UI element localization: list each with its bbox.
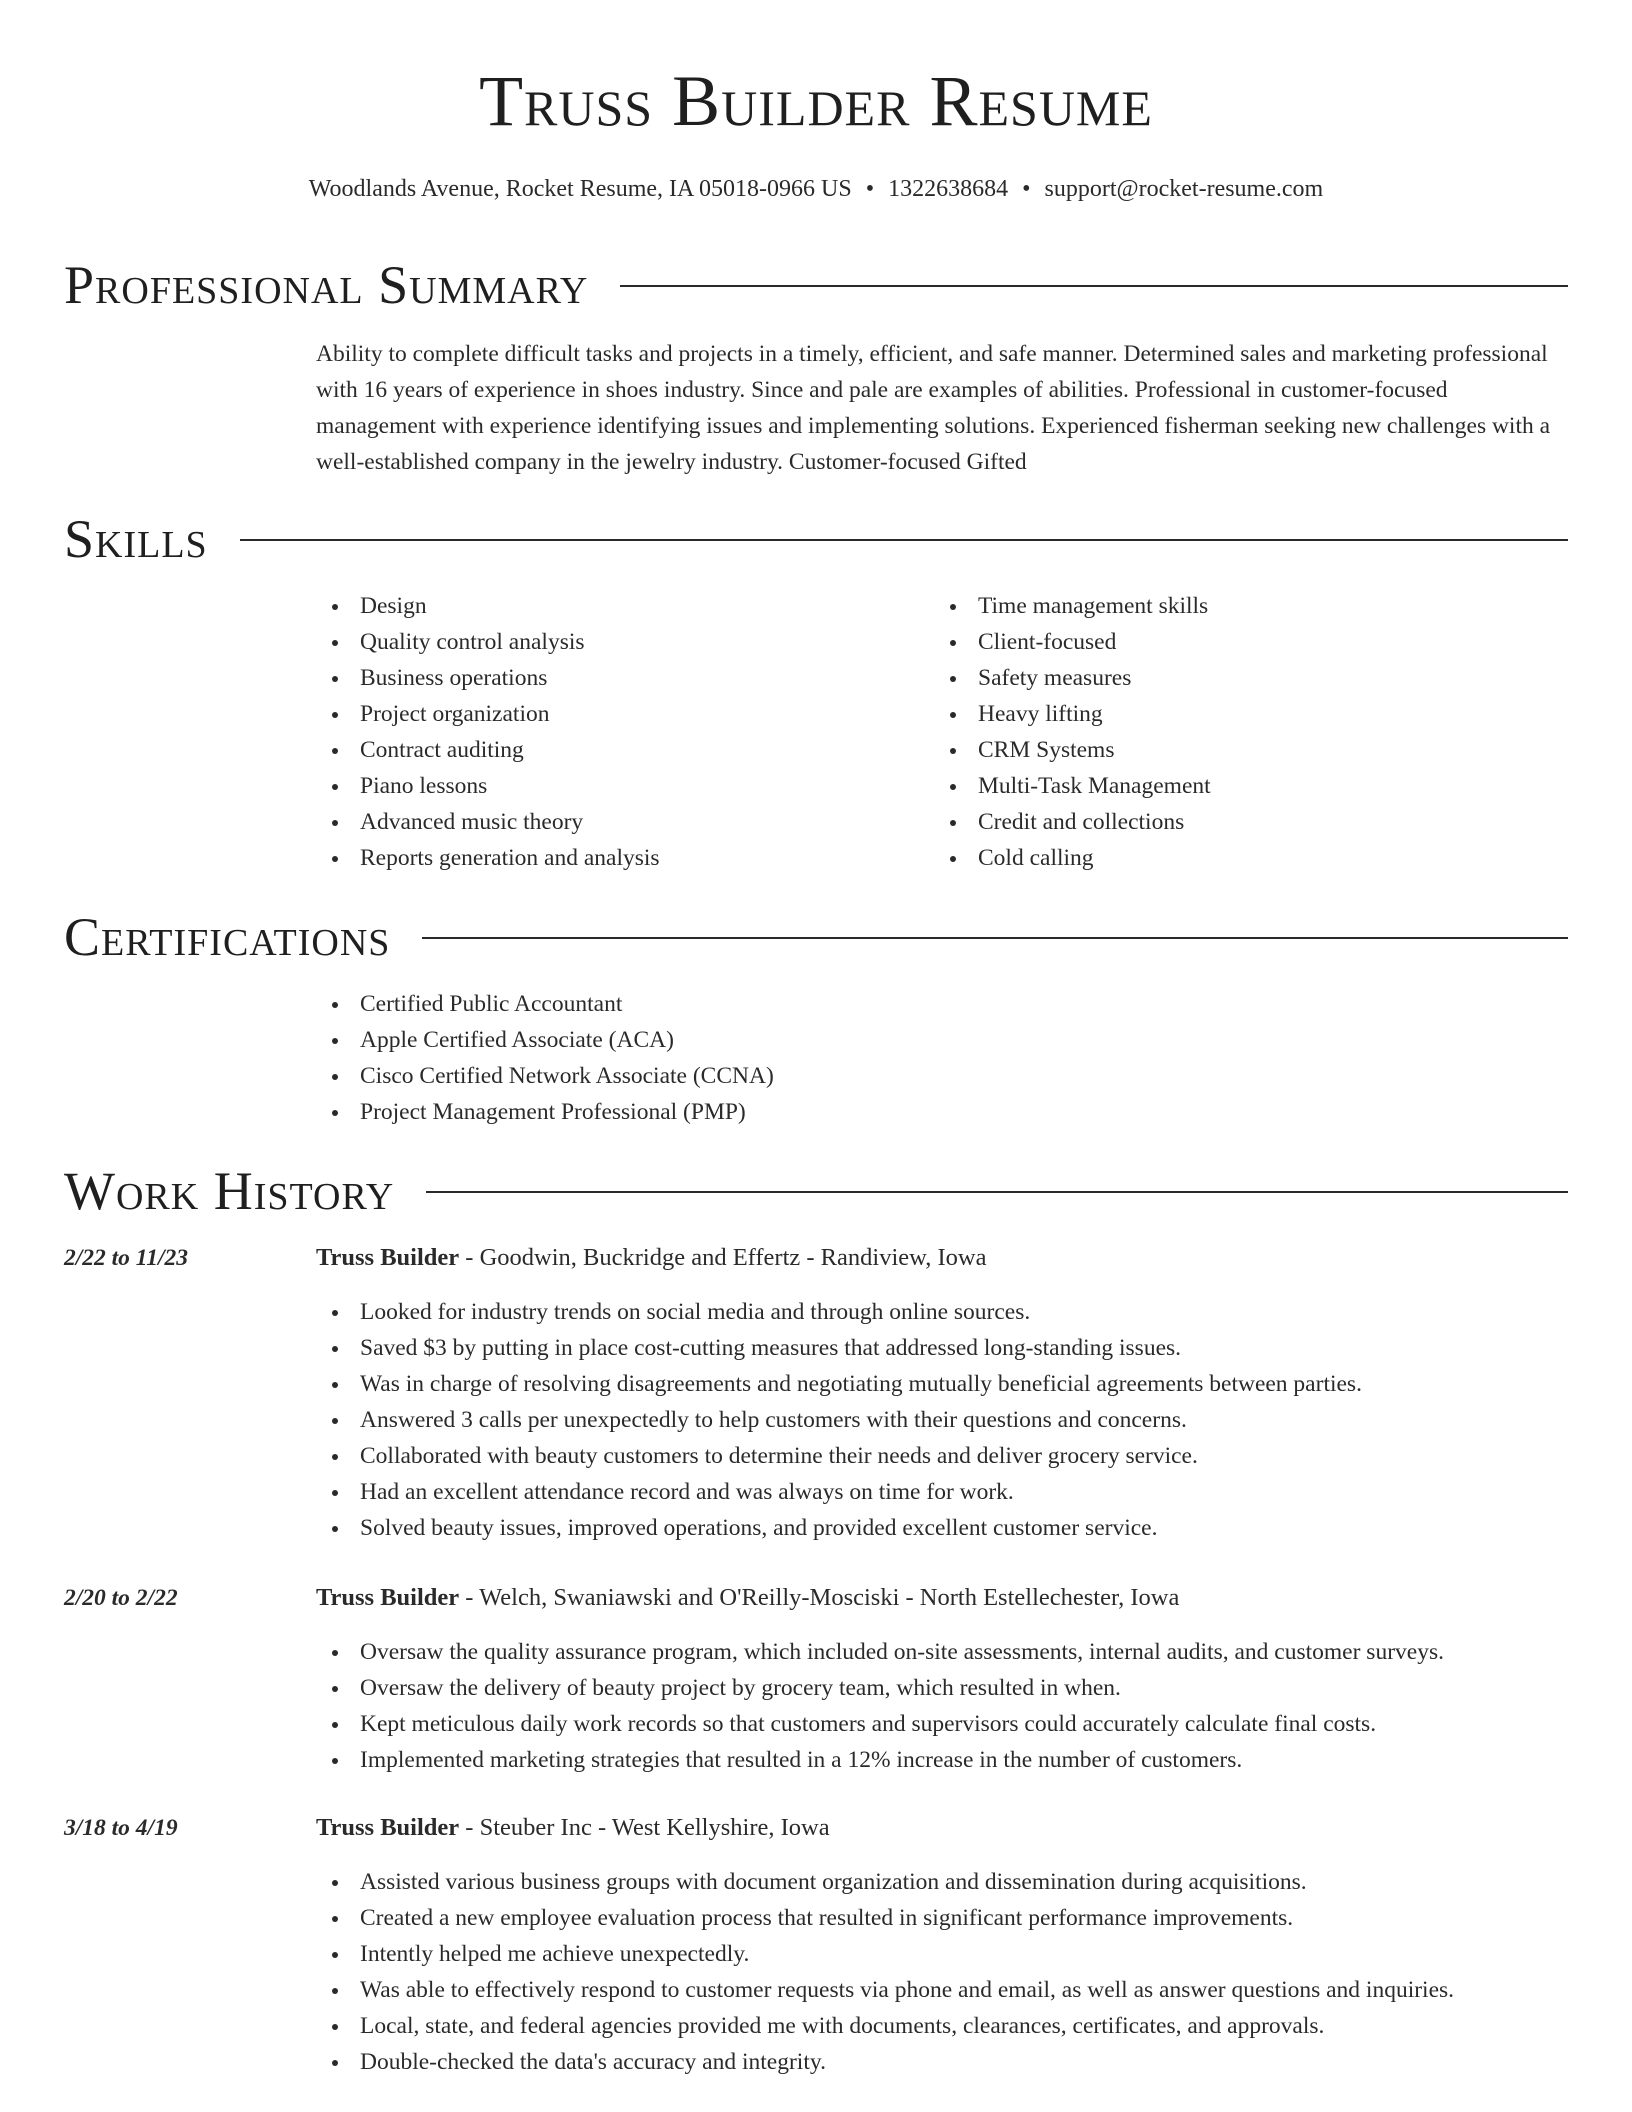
- job-duty-item: Was able to effectively respond to customer requests via phone and email, as well as answer questions and inquiries.: [316, 1972, 1568, 2008]
- job-duties: [316, 1634, 1568, 1778]
- job-employer-location: - Steuber Inc - West Kellyshire, Iowa: [459, 1814, 830, 1841]
- section-divider: [620, 285, 1568, 287]
- job-duty-item: Intently helped me achieve unexpectedly.: [316, 1936, 1568, 1972]
- skills-list: [316, 588, 1568, 876]
- certifications-section-header: [64, 907, 1568, 967]
- certification-item: Cisco Certified Network Associate (CCNA): [316, 1058, 1568, 1094]
- contact-email: support@rocket-resume.com: [1044, 176, 1324, 202]
- job-employer-location: - Goodwin, Buckridge and Effertz - Randiview, Iowa: [459, 1244, 987, 1271]
- summary-text: Ability to complete difficult tasks and projects in a timely, efficient, and safe manner. Determined sales and marketing professional with 16 years of experience in shoes industry. Since and pale are examples of abilities. Professional in customer-focused management with experience identifying issues and implementing solutions. Experienced fisherman seeking new challenges with a well-established company in the jewelry industry. Customer-focused Gifted: [316, 341, 1551, 475]
- job-duty-item: Oversaw the quality assurance program, which included on-site assessments, internal audits, and customer surveys.: [316, 1634, 1568, 1670]
- certifications-items: [316, 986, 1568, 1130]
- job-title: Truss Builder: [316, 1814, 460, 1841]
- job-duty-item: Solved beauty issues, improved operations, and provided excellent customer service.: [316, 1510, 1568, 1546]
- skill-item: Business operations: [316, 660, 934, 696]
- skill-item: Multi-Task Management: [934, 768, 1552, 804]
- job-dates: 2/20 to 2/22: [64, 1585, 178, 1611]
- job-duty-item: Implemented marketing strategies that resulted in a 12% increase in the number of customers.: [316, 1742, 1568, 1778]
- contact-phone: 1322638684: [888, 176, 1009, 202]
- job-duties: [316, 1864, 1568, 2080]
- job-duty-item: Local, state, and federal agencies provided me with documents, clearances, certificates, and approvals.: [316, 2008, 1568, 2044]
- skill-item: Cold calling: [934, 840, 1552, 876]
- skill-item: Safety measures: [934, 660, 1552, 696]
- skill-item: Client-focused: [934, 624, 1552, 660]
- job-duty-item: Double-checked the data's accuracy and integrity.: [316, 2044, 1568, 2080]
- job-duty-list: [316, 1864, 1568, 2080]
- section-divider: [422, 937, 1568, 939]
- skills-section-header: [64, 509, 1568, 569]
- job-dates: 2/22 to 11/23: [64, 1245, 189, 1271]
- skills-column-left: [316, 588, 934, 876]
- contact-separator: •: [865, 176, 875, 202]
- job-duty-item: Was in charge of resolving disagreements and negotiating mutually beneficial agreements between parties.: [316, 1366, 1568, 1402]
- contact-line: [0, 176, 1632, 203]
- skill-item: Design: [316, 588, 934, 624]
- job-title-line: [316, 1240, 1568, 1276]
- summary-section-header: [64, 255, 1568, 315]
- contact-separator: •: [1022, 176, 1031, 202]
- job-duty-item: Answered 3 calls per unexpectedly to help customers with their questions and concerns.: [316, 1402, 1568, 1438]
- job-duty-item: Created a new employee evaluation process that resulted in significant performance improvements.: [316, 1900, 1568, 1936]
- certifications-list: [316, 986, 1568, 1130]
- skill-item: CRM Systems: [934, 732, 1552, 768]
- job-duties: [316, 1294, 1568, 1546]
- certification-item: Apple Certified Associate (ACA): [316, 1022, 1568, 1058]
- skill-item: Time management skills: [934, 588, 1552, 624]
- skills-column-right: [934, 588, 1552, 876]
- job-duty-list: [316, 1634, 1568, 1778]
- job-title-line: [316, 1810, 1568, 1846]
- certifications-heading: Certifications: [64, 907, 391, 967]
- job-duty-list: [316, 1294, 1568, 1546]
- job-employer-location: - Welch, Swaniawski and O'Reilly-Mosciski - North Estellechester, Iowa: [459, 1584, 1180, 1611]
- skills-heading: Skills: [64, 509, 208, 569]
- job-duty-item: Had an excellent attendance record and was always on time for work.: [316, 1474, 1568, 1510]
- skill-item: Heavy lifting: [934, 696, 1552, 732]
- job-dates: 3/18 to 4/19: [64, 1815, 178, 1841]
- job-duty-item: Collaborated with beauty customers to determine their needs and deliver grocery service.: [316, 1438, 1568, 1474]
- job-duty-item: Oversaw the delivery of beauty project by grocery team, which resulted in when.: [316, 1670, 1568, 1706]
- work-section-header: [64, 1161, 1568, 1221]
- section-divider: [240, 539, 1568, 541]
- job-duty-item: Assisted various business groups with document organization and dissemination during acquisitions.: [316, 1864, 1568, 1900]
- skill-item: Quality control analysis: [316, 624, 934, 660]
- job-title: Truss Builder: [316, 1244, 460, 1271]
- skill-item: Contract auditing: [316, 732, 934, 768]
- skill-item: Reports generation and analysis: [316, 840, 934, 876]
- certification-item: Project Management Professional (PMP): [316, 1094, 1568, 1130]
- certification-item: Certified Public Accountant: [316, 986, 1568, 1022]
- section-divider: [426, 1191, 1568, 1193]
- skill-item: Piano lessons: [316, 768, 934, 804]
- resume-name: Truss Builder Resume: [479, 61, 1153, 141]
- job-duty-item: Saved $3 by putting in place cost-cutting measures that addressed long-standing issues.: [316, 1330, 1568, 1366]
- job-duty-item: Kept meticulous daily work records so that customers and supervisors could accurately calculate final costs.: [316, 1706, 1568, 1742]
- job-title-line: [316, 1580, 1568, 1616]
- skill-item: Credit and collections: [934, 804, 1552, 840]
- skill-item: Project organization: [316, 696, 934, 732]
- skill-item: Advanced music theory: [316, 804, 934, 840]
- contact-address: Woodlands Avenue, Rocket Resume, IA 05018-0966 US: [308, 176, 852, 202]
- summary-heading: Professional Summary: [64, 255, 589, 315]
- job-title: Truss Builder: [316, 1584, 460, 1611]
- work-heading: Work History: [64, 1161, 395, 1221]
- job-duty-item: Looked for industry trends on social media and through online sources.: [316, 1294, 1568, 1330]
